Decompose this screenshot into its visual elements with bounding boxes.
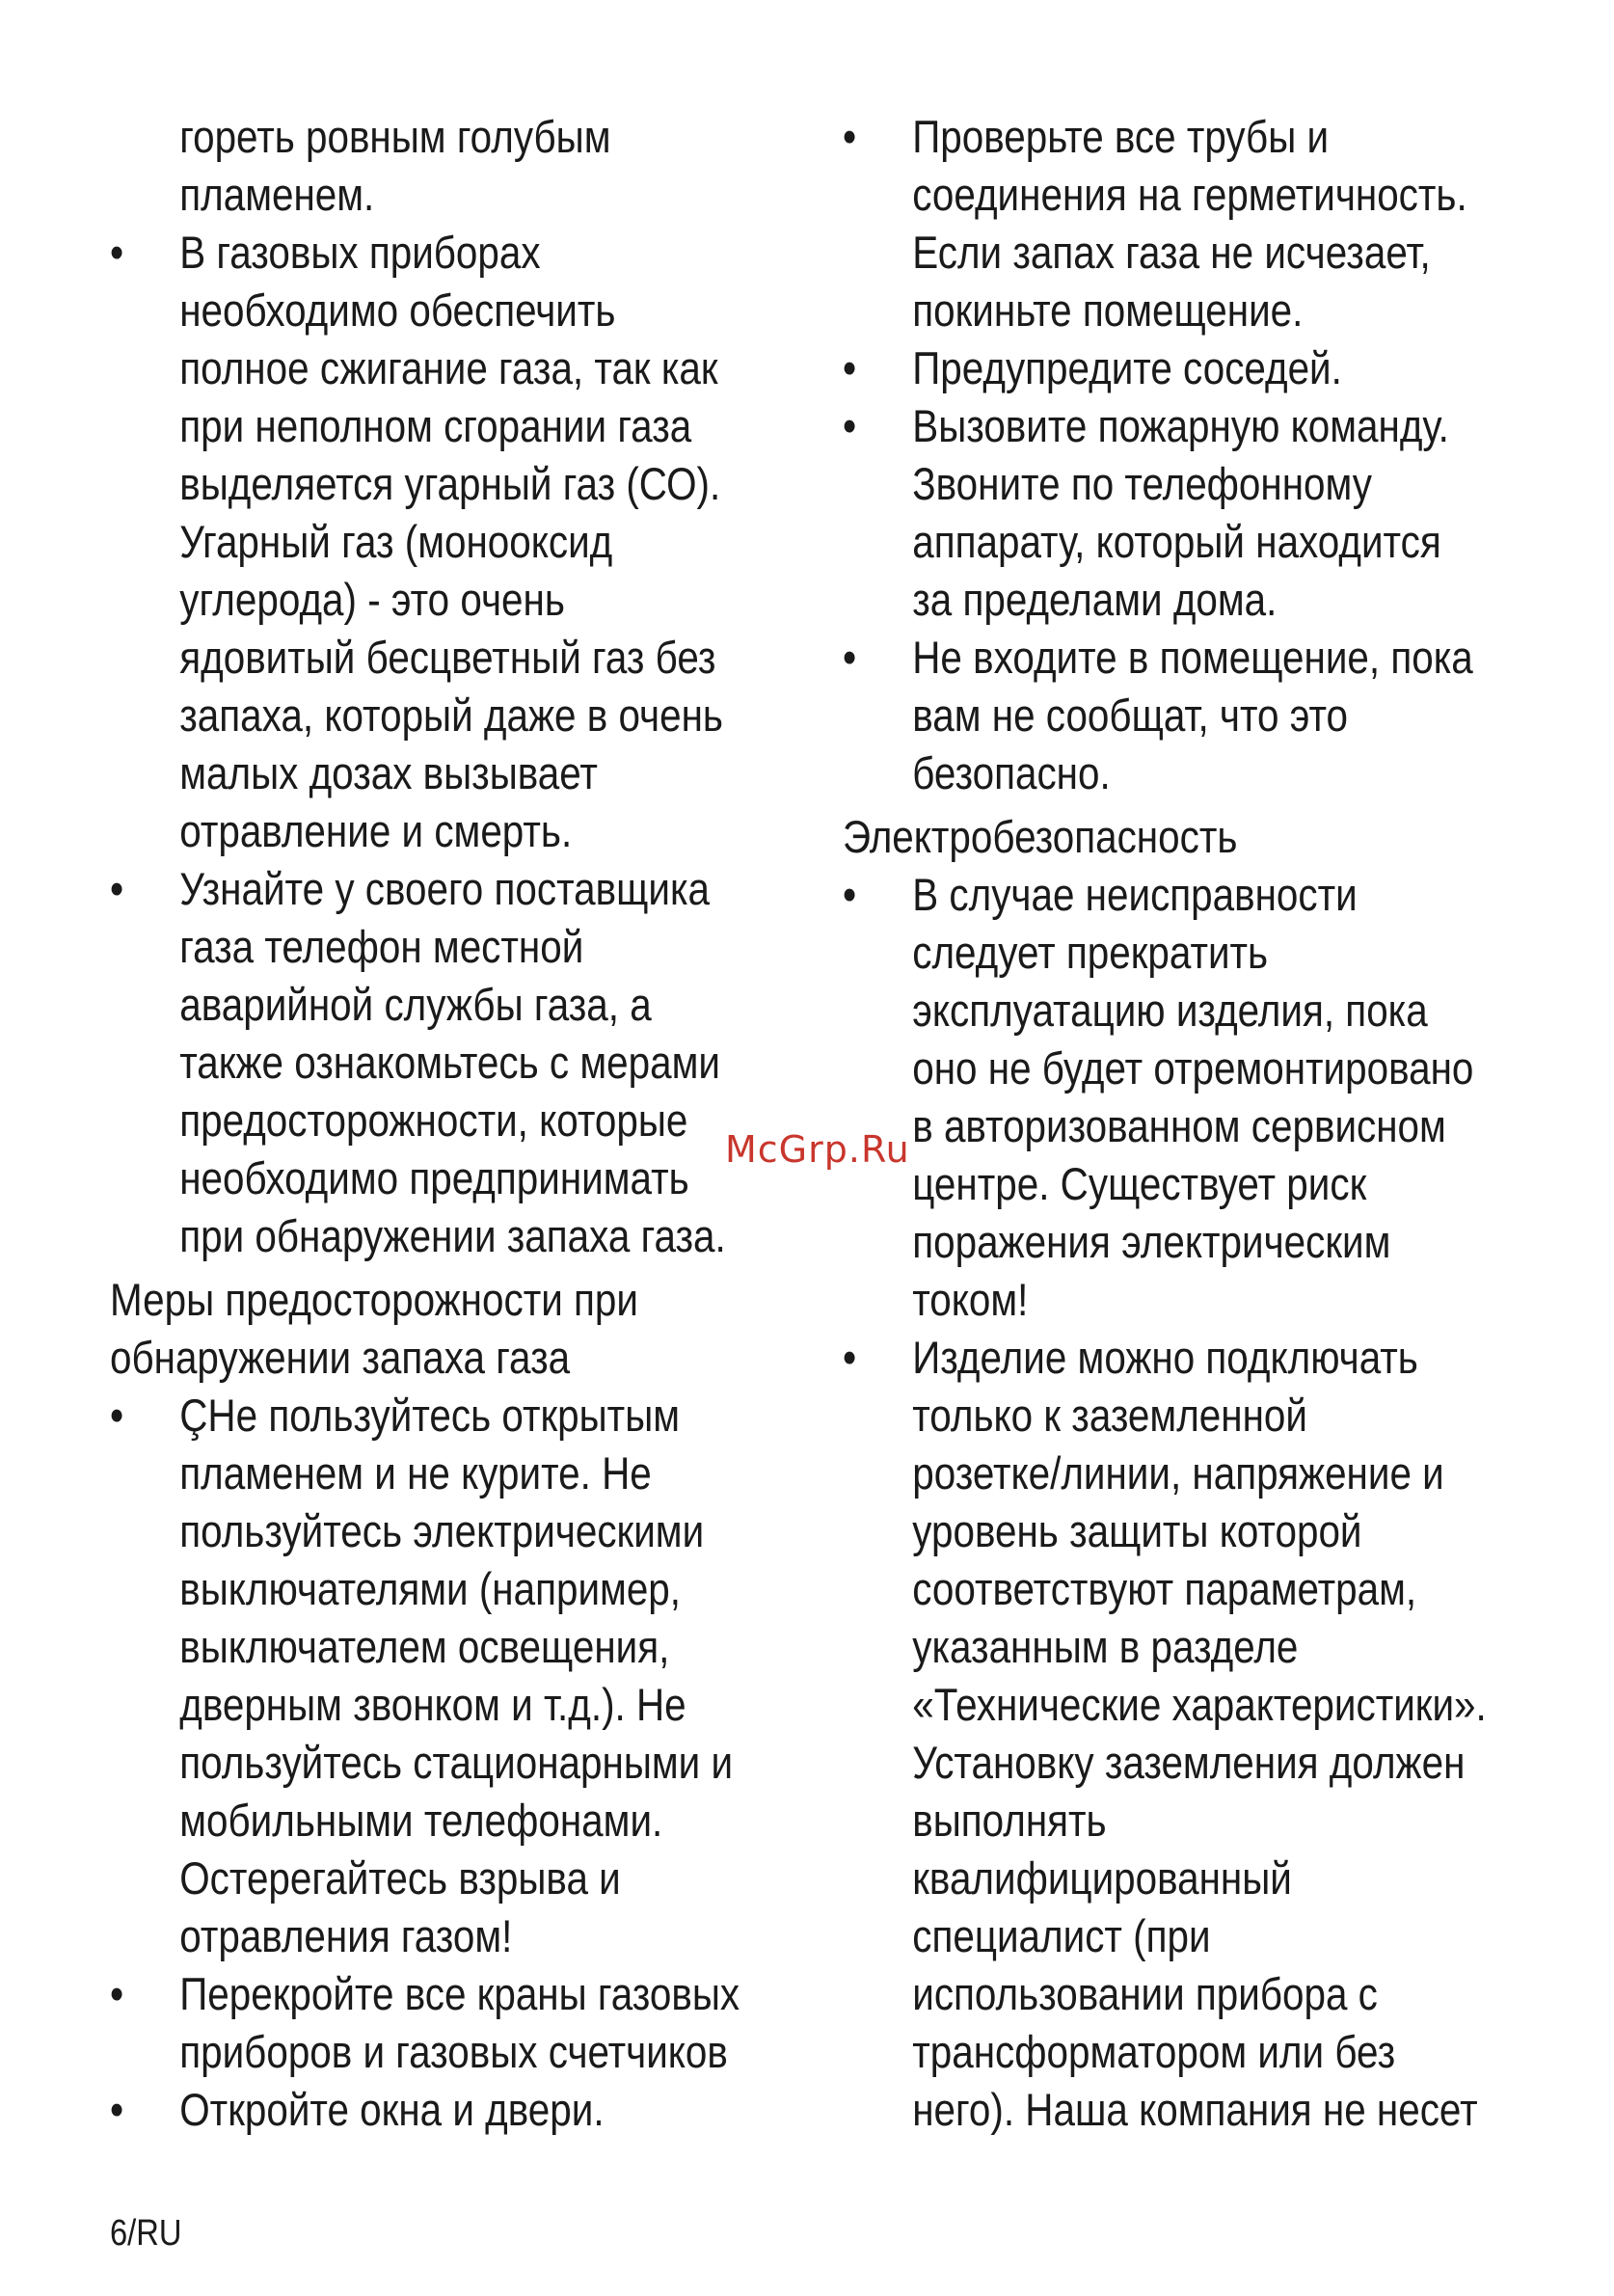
list-item [843,397,1547,629]
bullet-icon: • [843,869,857,920]
list-item [110,1387,773,1965]
list-item-text: Откройте окна и двери. [179,2084,605,2135]
bullet-icon: • [110,2084,124,2135]
list-item-text: Проверьте все трубы и соединения на герметичность. Если запах газа не исчезает, покиньте помещение. [912,111,1467,336]
list-item-text: В газовых приборах необходимо обеспечить полное сжигание газа, так как при неполном сгорании газа выделяется угарный газ (СО). Угарный газ (монооксид углерода) - это очень ядовитый бесцветный газ без запаха, который даже в очень малых дозах вызывает отравление и смерть. [179,227,723,856]
list-item [110,2081,773,2139]
continuation-text: гореть ровным голубым пламенем. [179,111,611,220]
list-item [843,339,1547,397]
list-item-text: Предупредите соседей. [912,342,1342,393]
section-heading-electrical-safety: Электробезопасность [843,811,1238,862]
bullet-icon: • [110,863,124,914]
list-item-text: ÇНе пользуйтесь открытым пламенем и не курите. Не пользуйтесь электрическими выключателями (например, выключателем освещения, дверным звонком и т.д.). Не пользуйтесь стационарными и мобильными телефонами. Остерегайтесь взрыва и отравления газом! [179,1390,734,1961]
list-item-text: Перекройте все краны газовых приборов и газовых счетчиков [179,1968,740,2077]
list-item-text: В случае неисправности следует прекратить эксплуатацию изделия, пока оно не будет отремонтировано в авторизованном сервисном центре. Существует риск поражения электрическим током! [912,869,1474,1325]
bullet-icon: • [110,1968,124,2019]
bullet-icon: • [110,1390,124,1441]
page-number: 6/RU [110,2213,182,2254]
left-column [110,108,773,2139]
bullet-icon: • [843,632,857,683]
list-item-text: Не входите в помещение, пока вам не сообщат, что это безопасно. [912,632,1473,798]
bullet-icon: • [843,1332,857,1383]
bullet-icon: • [843,111,857,162]
list-item [110,1965,773,2081]
list-item [110,224,773,860]
bullet-icon: • [110,227,124,278]
list-item [843,108,1547,339]
list-item [843,866,1547,1329]
list-item-text: Узнайте у своего поставщика газа телефон местной аварийной службы газа, а также ознакомьтесь с мерами предосторожности, которые необходимо предпринимать при обнаружении запаха газа. [179,863,726,1261]
list-item-text: Вызовите пожарную команду. Звоните по телефонному аппарату, который находится за пределами дома. [912,400,1449,625]
section-heading-gas-smell: Меры предосторожности при обнаружении запаха газа [110,1274,638,1383]
list-item [843,629,1547,802]
bullet-icon: • [843,342,857,393]
bullet-icon: • [843,400,857,451]
list-item [110,860,773,1265]
watermark-logo: McGrp.Ru [725,1128,910,1171]
list-item [843,1329,1547,2139]
list-item-text: Изделие можно подключать только к заземленной розетке/линии, напряжение и уровень защиты которой соответствуют параметрам, указанным в разделе «Технические характеристики». Установку заземления должен выполнять квалифицированный специалист (при использовании прибора с трансформатором или без него). Наша компания не несет [912,1332,1487,2135]
right-column [843,108,1547,2139]
continuation-paragraph [110,108,773,224]
